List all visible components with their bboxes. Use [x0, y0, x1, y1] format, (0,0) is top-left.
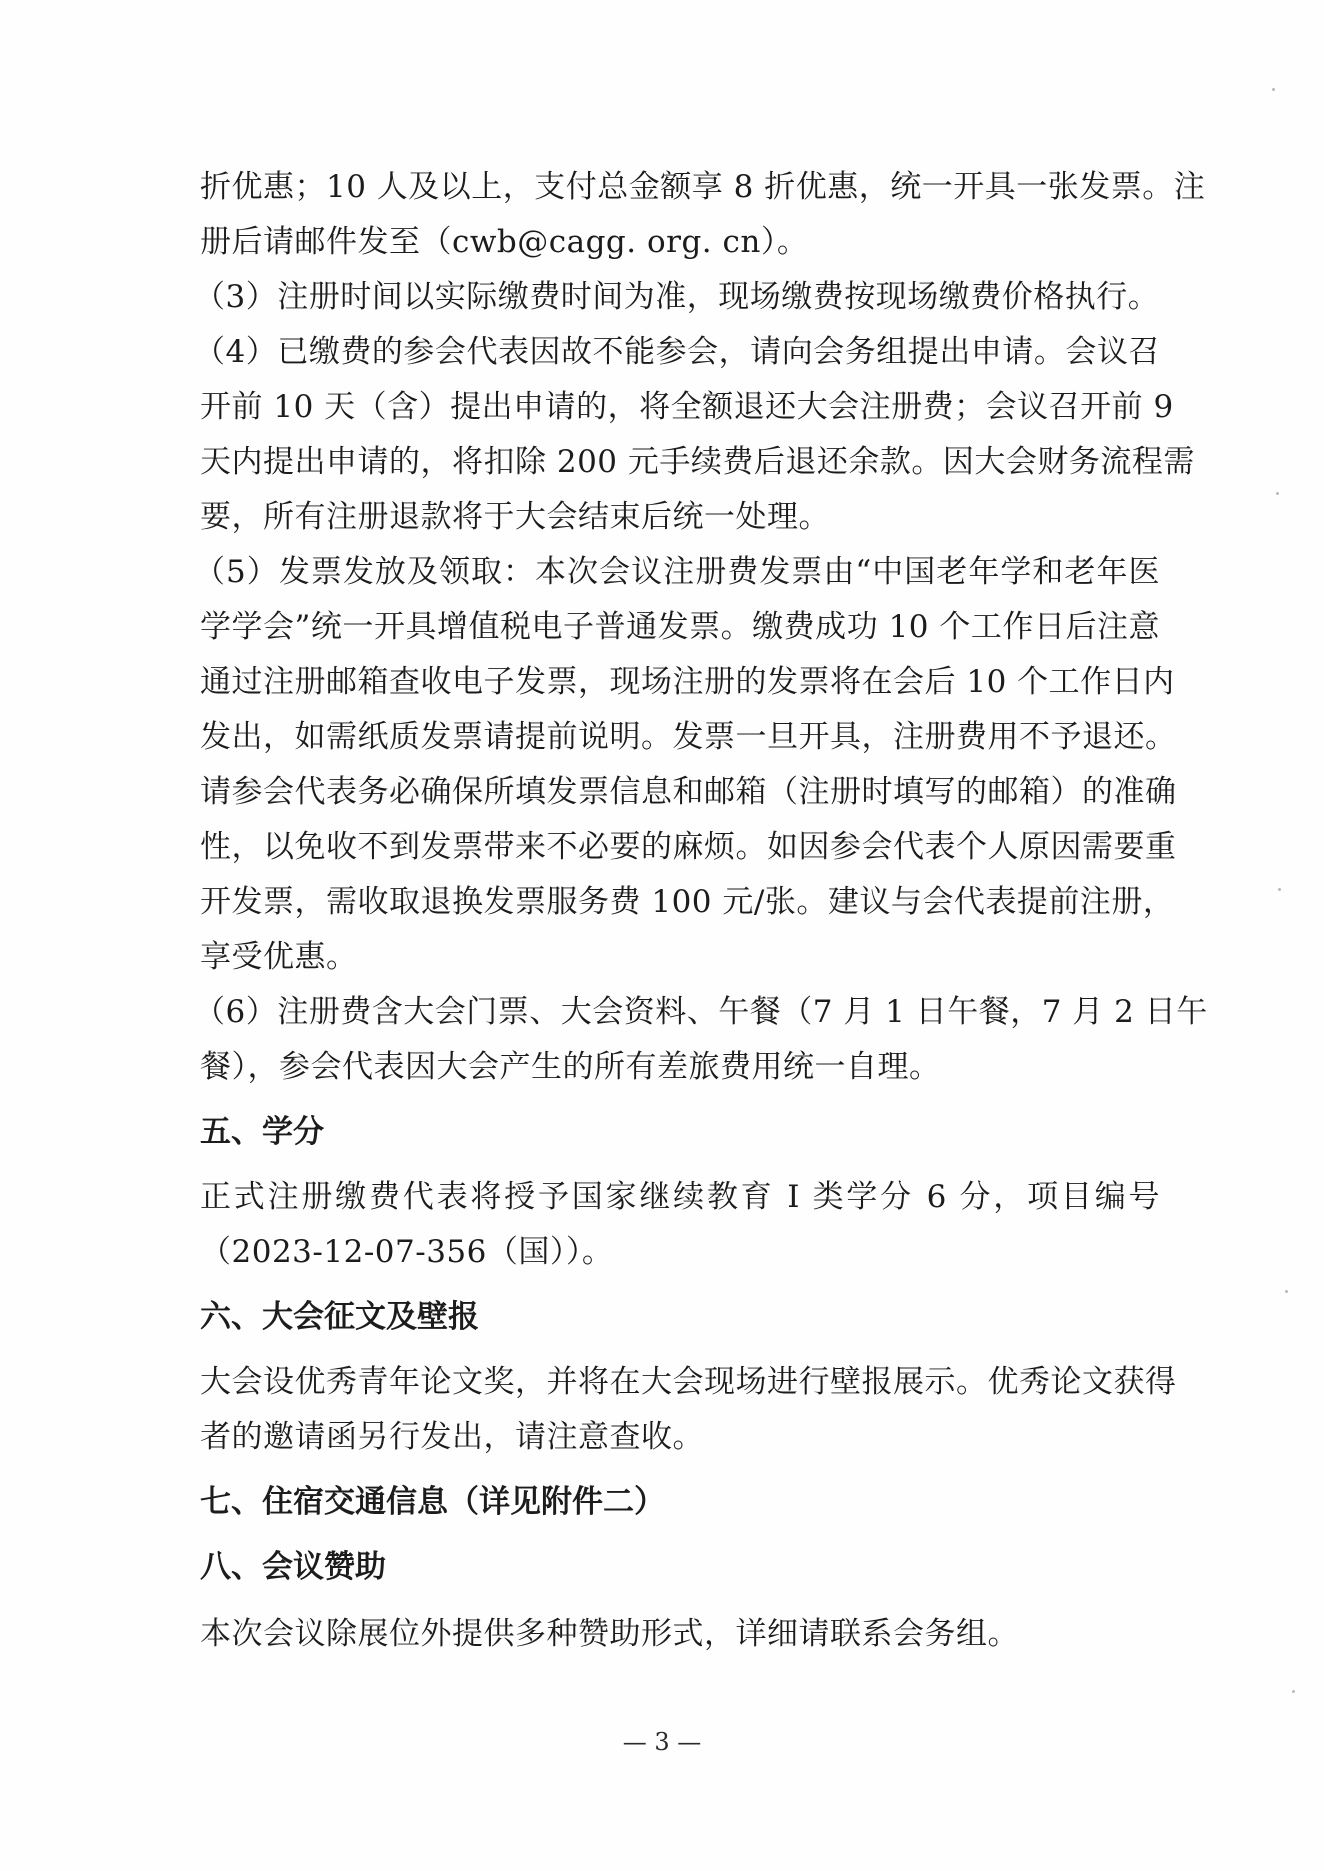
- text-line: 天内提出申请的，将扣除 200 元手续费后退还余款。因大会财务流程需: [200, 444, 1195, 480]
- scan-speck: [1278, 888, 1281, 891]
- text-line: 者的邀请函另行发出，请注意查收。: [200, 1419, 704, 1455]
- page-number: — 3 —: [622, 1728, 702, 1756]
- scan-speck: [1292, 1690, 1295, 1693]
- text-line: 学学会”统一开具增值税电子普通发票。缴费成功 10 个工作日后注意: [200, 609, 1160, 645]
- section-heading: 八、会议赞助: [200, 1549, 386, 1585]
- section-papers-posters: [200, 1290, 1177, 1465]
- section-sponsorship: [200, 1540, 1160, 1662]
- paragraph-intro: [200, 160, 1206, 270]
- text-line: 享受优惠。: [200, 939, 358, 975]
- text-line: （5）发票发放及领取：本次会议注册费发票由“中国老年学和老年医: [194, 554, 1160, 590]
- section-accommodation: [200, 1475, 1160, 1530]
- text-line: 册后请邮件发至（cwb@cagg. org. cn）。: [200, 224, 809, 260]
- text-line: 正式注册缴费代表将授予国家继续教育 I 类学分 6 分，项目编号: [200, 1179, 1160, 1215]
- paragraph-item-4: [194, 325, 1195, 545]
- text-line: （2023-12-07-356（国））。: [200, 1234, 614, 1270]
- text-line: （6）注册费含大会门票、大会资料、午餐（7 月 1 日午餐，7 月 2 日午: [194, 994, 1208, 1030]
- section-heading: 六、大会征文及壁报: [200, 1299, 479, 1335]
- section-heading: 七、住宿交通信息（详见附件二）: [200, 1484, 665, 1520]
- text-line: 请参会代表务必确保所填发票信息和邮箱（注册时填写的邮箱）的准确: [200, 774, 1177, 810]
- text-line: 要，所有注册退款将于大会结束后统一处理。: [200, 499, 830, 535]
- scan-speck: [1272, 88, 1275, 91]
- text-line: 通过注册邮箱查收电子发票，现场注册的发票将在会后 10 个工作日内: [200, 664, 1175, 700]
- scan-speck: [1276, 492, 1279, 495]
- text-line: 开发票，需收取退换发票服务费 100 元/张。建议与会代表提前注册，: [200, 884, 1175, 920]
- paragraph-item-5: [194, 545, 1177, 985]
- section-heading: 五、学分: [200, 1114, 324, 1150]
- document-body: [194, 160, 1208, 1662]
- section-credits: [200, 1105, 1160, 1280]
- text-line: 餐），参会代表因大会产生的所有差旅费用统一自理。: [200, 1049, 941, 1085]
- text-line: 性，以免收不到发票带来不必要的麻烦。如因参会代表个人原因需要重: [200, 829, 1177, 865]
- text-line: （3）注册时间以实际缴费时间为准，现场缴费按现场缴费价格执行。: [194, 279, 1160, 315]
- text-line: 折优惠；10 人及以上，支付总金额享 8 折优惠，统一开具一张发票。注: [200, 169, 1206, 205]
- scan-speck: [1285, 1290, 1288, 1293]
- text-line: 本次会议除展位外提供多种赞助形式，详细请联系会务组。: [200, 1616, 1019, 1652]
- paragraph-item-6: [194, 985, 1208, 1095]
- paragraph-item-3: [194, 270, 1160, 325]
- text-line: 开前 10 天（含）提出申请的，将全额退还大会注册费；会议召开前 9: [200, 389, 1174, 425]
- text-line: （4）已缴费的参会代表因故不能参会，请向会务组提出申请。会议召: [194, 334, 1160, 370]
- text-line: 发出，如需纸质发票请提前说明。发票一旦开具，注册费用不予退还。: [200, 719, 1177, 755]
- text-line: 大会设优秀青年论文奖，并将在大会现场进行壁报展示。优秀论文获得: [200, 1364, 1177, 1400]
